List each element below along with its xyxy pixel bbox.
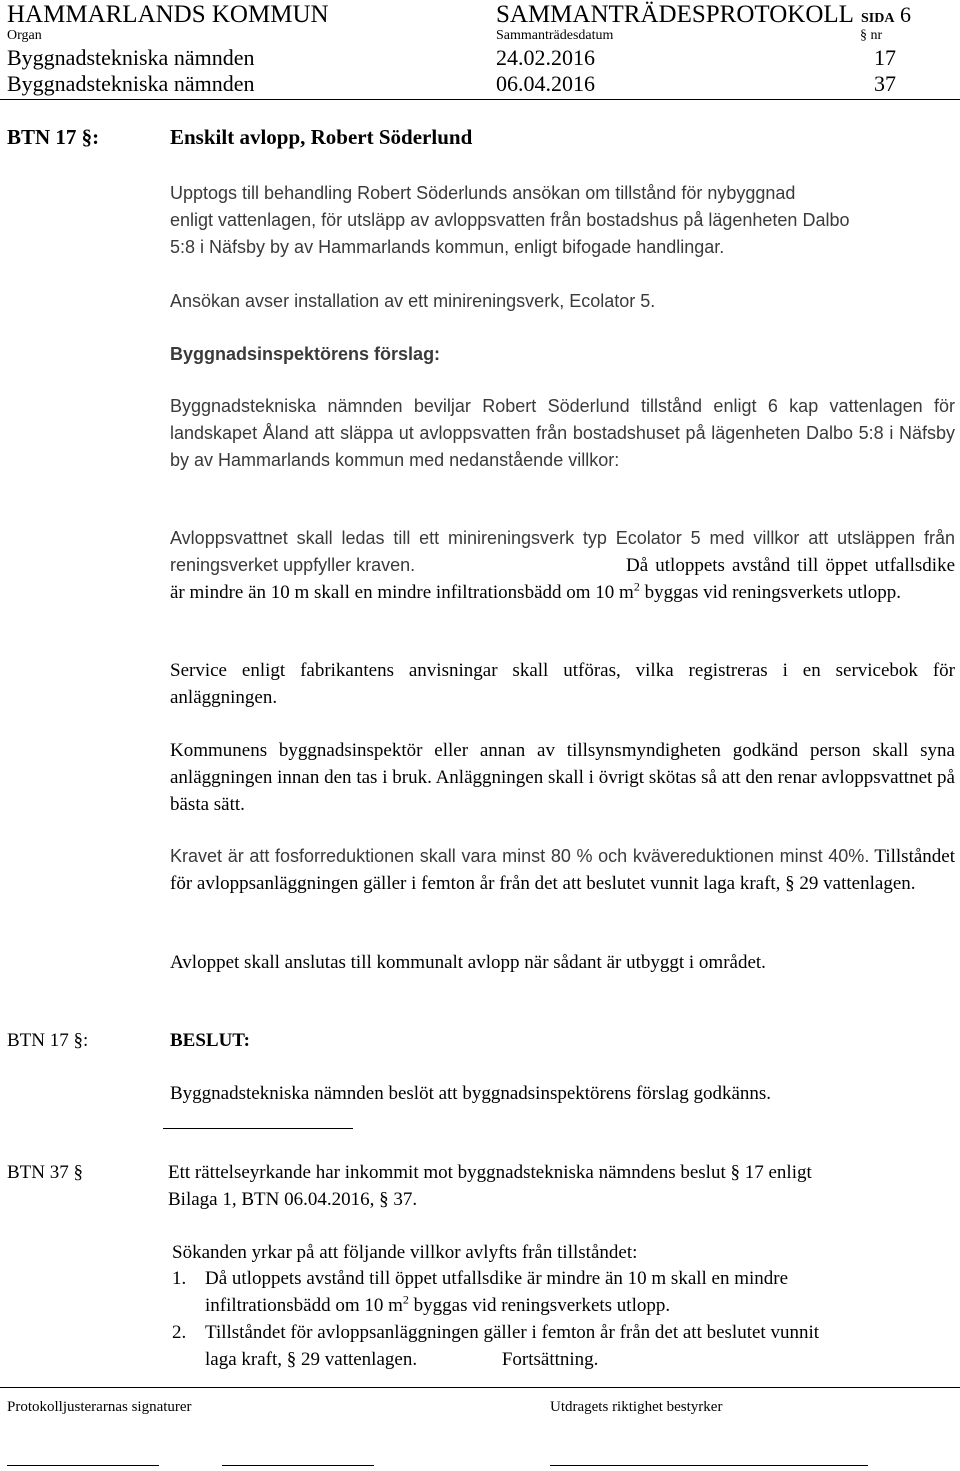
header-row-nr-2: 37	[874, 71, 896, 96]
request-intro: Sökanden yrkar på att följande villkor avlyfts från tillståndet:	[172, 1242, 638, 1263]
intro-line: Upptogs till behandling Robert Söderlunds ansökan om tillstånd för nybyggnad	[170, 183, 796, 203]
column-label-nr	[860, 29, 882, 43]
footer-divider	[0, 1387, 960, 1388]
superscript: 2	[633, 579, 640, 594]
proposal-heading: Byggnadsinspektörens förslag:	[170, 344, 441, 364]
list-line	[205, 1292, 952, 1319]
list-item	[172, 1319, 952, 1373]
continued-note: Fortsättning.	[501, 1349, 599, 1370]
condition-paragraph-3	[170, 737, 955, 818]
item-label-37: BTN 37 §	[7, 1162, 83, 1183]
signature-line	[7, 1465, 159, 1466]
condition-text: Tillståndet för avloppsanläggningen gäller i femton år från det att beslutet vunnit laga kraft, § 29 vattenlagen.	[170, 846, 955, 894]
header-row-date-1: 24.02.2016	[496, 45, 595, 70]
separator-line	[163, 1128, 353, 1129]
header-row-organ-1: Byggnadstekniska nämnden	[7, 45, 255, 70]
document-type: SAMMANTRÄDESPROTOKOLL	[496, 1, 854, 28]
decision-heading: BESLUT:	[170, 1030, 250, 1051]
condition-paragraph-4	[170, 843, 955, 897]
list-line: Tillståndet för avloppsanläggningen gäller i femton år från det att beslutet vunnit	[205, 1322, 820, 1343]
header-row-date-2: 06.04.2016	[496, 71, 595, 96]
condition-text: Anläggningen skall i övrigt skötas så att den renar avloppsvattnet på bästa sätt.	[170, 767, 955, 815]
certify-label: Utdragets riktighet bestyrker	[550, 1399, 723, 1415]
header-divider	[0, 99, 960, 100]
list-line: Då utloppets avstånd till öppet utfallsdike är mindre än 10 m skall en mindre	[205, 1268, 789, 1289]
certify-line	[550, 1465, 868, 1466]
list-text: byggas vid reningsverkets utlopp.	[413, 1295, 671, 1316]
page-indicator	[861, 4, 911, 30]
header-row-nr-1: 17	[874, 45, 896, 70]
proposal-paragraph: Byggnadstekniska nämnden beviljar Robert Söderlund tillstånd enligt 6 kap vattenlagen för landskapet Åland att släppa ut avloppsvatten från bostadshuset på lägenheten Dalbo 5:8 i Näfsby by av Hammarlands kommun med nedanstående villkor:	[170, 396, 955, 470]
intro-paragraph	[170, 180, 960, 261]
condition-text: Avloppsvattnet skall ledas till ett minireningsverk typ Ecolator 5 med villkor att utsläppen från reningsverket uppfyller kraven.	[170, 528, 955, 575]
header-row-organ-2: Byggnadstekniska nämnden	[7, 71, 255, 96]
item-title: Enskilt avlopp, Robert Söderlund	[170, 125, 473, 149]
intro-line: 5:8 i Näfsby by av Hammarlands kommun, enligt bifogade handlingar.	[170, 237, 725, 257]
application-note: Ansökan avser installation av ett minireningsverk, Ecolator 5.	[170, 291, 656, 311]
decision-text: Byggnadstekniska nämnden beslöt att byggnadsinspektörens förslag godkänns.	[170, 1083, 772, 1104]
condition-paragraph-5: Avloppet skall anslutas till kommunalt avlopp när sådant är utbyggt i området.	[170, 952, 766, 973]
list-line	[205, 1346, 952, 1373]
list-number: 2.	[172, 1322, 187, 1343]
column-label-nr-text: nr	[870, 28, 883, 43]
condition-text: Då utloppets avstånd till öppet utfallsdike är mindre än 10 m skall en mindre infiltrationsbädd om 10 m	[170, 555, 955, 603]
signature-line	[222, 1465, 374, 1466]
condition-text: Kommunens byggnadsinspektör eller annan av tillsynsmyndigheten godkänd person skall syna anläggningen innan den tas i bruk.	[170, 740, 955, 788]
list-text: infiltrationsbädd om 10 m	[205, 1295, 403, 1316]
rectification-line: Bilaga 1, BTN 06.04.2016, § 37.	[168, 1189, 418, 1210]
list-text: laga kraft, § 29 vattenlagen.	[205, 1349, 418, 1370]
condition-paragraph-1-cont	[170, 552, 955, 606]
list-item	[172, 1265, 952, 1319]
superscript: 2	[402, 1292, 409, 1307]
list-number: 1.	[172, 1268, 187, 1289]
signatures-label: Protokolljusterarnas signaturer	[7, 1399, 192, 1415]
page-number: 6	[899, 2, 911, 27]
decision-label: BTN 17 §:	[7, 1030, 89, 1051]
rectification-line: Ett rättelseyrkande har inkommit mot byggnadstekniska nämndens beslut § 17 enligt	[168, 1162, 812, 1183]
municipality-name: HAMMARLANDS KOMMUN	[7, 1, 329, 28]
item-label: BTN 17 §:	[7, 125, 100, 149]
intro-line: enligt vattenlagen, för utsläpp av avloppsvatten från bostadshus på lägenheten Dalbo	[170, 210, 850, 230]
condition-text: Kravet är att fosforreduktionen skall vara minst 80 % och kvävereduktionen minst 40%.	[170, 846, 870, 866]
condition-paragraph-2: Service enligt fabrikantens anvisningar skall utföras, vilka registreras i en servicebok för anläggningen.	[170, 660, 955, 708]
paragraph-symbol: §	[860, 28, 867, 43]
condition-text: byggas vid reningsverkets utlopp.	[644, 582, 902, 603]
request-list	[172, 1265, 952, 1373]
column-label-organ: Organ	[7, 28, 42, 43]
column-label-date: Sammanträdesdatum	[496, 28, 614, 43]
rectification-text	[168, 1159, 812, 1213]
page-label: SIDA	[861, 11, 895, 26]
